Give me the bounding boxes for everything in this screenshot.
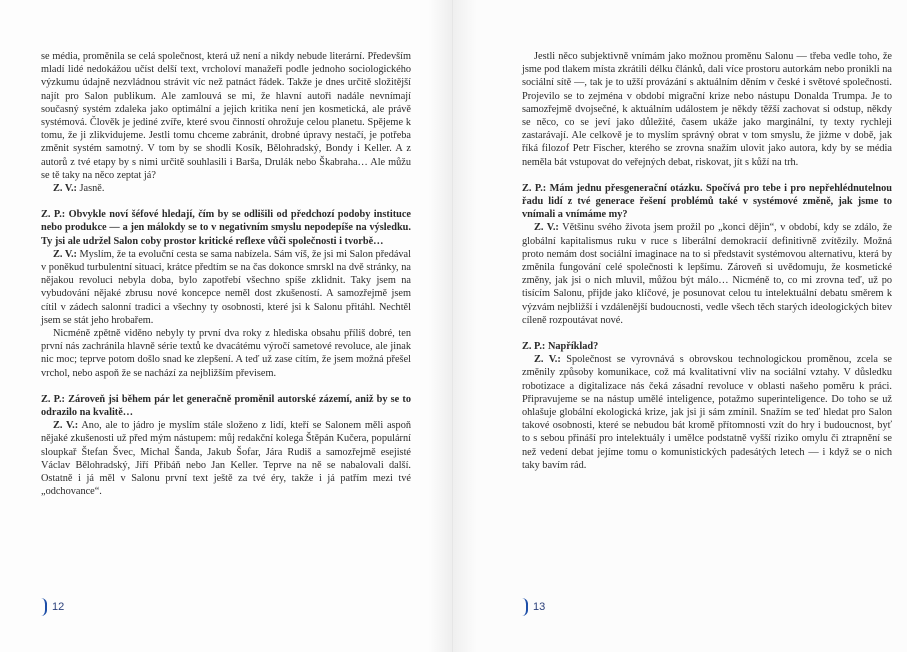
speaker-label: Z. V.: xyxy=(534,354,561,366)
answer-text: Většinu svého života jsem prožil po „konci dějin“, v období, kdy se zdálo, že globální kapitalismus ruku v ruce s liberální demokracií definitivně zvítězily. Možná proto nemám dost sociální imaginace na to si představit systémovou alternativu, která by změnila fungování celé společnosti k lepšímu. Zároveň si uvědomuju, že kosmetické změny, jak jsi o nich mluvil, můžou být málo… Nicméně to, co mi zrovna teď, už po tisícím Salonu, přijde jako klíčové, je posunovat celou tu intelektuální debatu směrem k výzvám nejbližší i vzdálenější budoucnosti, vedle všech těch starých ideologických bitev cíleně rozpoutávat nové. xyxy=(522,222,893,326)
speaker-label: Z. V.: xyxy=(53,183,77,195)
speaker-label: Z. V.: xyxy=(534,222,559,234)
answer-paragraph xyxy=(522,353,892,472)
answer-text: Myslím, že ta evoluční cesta se sama nabízela. Sám víš, že jsi mi Salon předával v poněkud turbulentní situaci, krátce předtím se na čas dokonce smrskl na dvě stránky, na nějakou revoluci nebyla doba, bylo zapotřebí všechno spíše zklidnit. Taky jsem na vybudování nějaké zbrusu nové koncepce neměl dost zkušeností. A samozřejmě jsem cítil v zádech salonní tradici a všechny ty osobnosti, které jsi k Salonu přitáhl. Nechtěl jsem se stát jeho hrobařem. xyxy=(41,248,411,326)
right-page xyxy=(453,0,907,652)
question-paragraph: Z. P.: Například? xyxy=(522,341,599,353)
question-paragraph: Z. P.: Obvykle noví šéfové hledají, čím by se odlišili od předchozí podoby instituce nebo produkce — a jen málokdy se to v negativním smyslu nepodepíše na výsledku. Ty jsi ale udržel Salon coby prostor kritické reflexe vůči společnosti i tvorbě… xyxy=(41,209,411,247)
page-number xyxy=(522,598,545,616)
paragraph: Nicméně zpětně viděno nebyly ty první dva roky z hlediska obsahu příliš dobré, ten první nás zachránila hlavně série textů ke dvacátému výročí sametové revoluce, ale jinak nic moc; teprve potom došlo snad ke zlepšení. A teď už zase cítím, že jsem možná přešel vrchol, nebo aspoň že se nachází za nejbližším převisem. xyxy=(41,328,411,379)
answer-paragraph xyxy=(41,419,411,498)
paragraph: Jestli něco subjektivně vnímám jako možnou proměnu Salonu — třeba vedle toho, že jsme pod tlakem místa zkrátili délku článků, dali více prostoru autorkám nebo pronikli na sociální sítě —, tak je to užší provázání s aktuálním děním v české i světové společnosti. Projevilo se to zejména v období migrační krize nebo nástupu Donalda Trumpa. Je to samozřejmě dvojsečné, k aktuálním událostem je někdy těžší zachovat si odstup, někdy se něco, co se jeví jako důležité, časem ukáže jako marginální, ty texty rychleji zastarávají. Ale celkově je to myslím správný obrat v tom smyslu, že jiżme v době, jak říká filozof Petr Fischer, kterého se zrovna snažím ulovit jako autora, kdy by se média neměla bát vstupovat do veřejných debat, riskovat, jít s kůží na trh. xyxy=(522,51,892,168)
answer-paragraph xyxy=(41,248,411,327)
gutter-shadow xyxy=(428,0,452,652)
page-number xyxy=(41,598,64,616)
page-number-text: 13 xyxy=(533,601,546,613)
question-paragraph: Z. P.: Zároveň jsi během pár let generačně proměnil autorské zázemí, aniž by se to odrazilo na kvalitě… xyxy=(41,393,411,419)
left-page-text xyxy=(41,50,411,499)
answer-text: Ano, ale to jádro je myslím stále složeno z lidí, kteří se Salonem měli aspoň nějaké zkušenosti už před mým nástupem: můj redakční kolega Štěpán Kučera, populární sloupkař Štefan Švec, Michal Šanda, Jakub Šofar, Jára Rudiš a samozřejmě esejisté Václav Bělohradský, Jiří Přibáň nebo Jan Keller. Teprve na ně se nabalovali další. Ostatně i já měl v Salonu první text ještě za tvé éry, takže i já patřím mezi tvé „odchovance“. xyxy=(41,420,412,498)
question-paragraph: Z. P.: Mám jednu přesgenerační otázku. Spočívá pro tebe i pro nepřehlédnutelnou řadu lidí z tvé generace řešení problémů také v systémové změně, jak jsme to vnímali a vnímáme my? xyxy=(522,182,892,221)
speaker-label: Z. V.: xyxy=(53,420,79,432)
paragraph: se média, proměnila se celá společnost, která už není a nikdy nebude literární. Především mladí lidé nedokážou učíst delší text, vrcholoví manažeři podle jednoho sociologického výzkumu údajně nezvládnou strávit víc než patnáct řádek. Takže je dnes určitě složitější najít pro Salon publikum. Ale zamlouvá se mi, že hlavní autoři nadále nevnímají současný systém zdaleka jako optimální a jejich kritika není jen kosmetická, ale právě systémová. Člověk je jediné zvíře, které svou činností ohrožuje celou planetu. Spějeme k tomu, že ji zlikvidujeme. Jestli tomu chceme zabránit, drobné úpravy nestačí, je potřeba změnit systém samotný. V tom by se shodli Kosík, Bělohradský, Bondy i Keller. A z autorů z tvé etapy by s nimi určitě souhlasili i Barša, Drulák nebo Škabraha… Ale můžu se tě taky na něco zeptat já? xyxy=(41,51,411,181)
left-page xyxy=(0,0,453,652)
gutter-shadow xyxy=(453,0,477,652)
bracket-icon xyxy=(522,598,528,616)
answer-paragraph xyxy=(41,182,411,195)
bracket-icon xyxy=(41,598,47,616)
answer-text: Společnost se vyrovnává s obrovskou technologickou proměnou, zcela se změnily způsoby komunikace, což má kvalitativní vliv na sociální vztahy. V důsledku robotizace a digitalizace nás čeká zásadní revoluce v oblasti našeho poměru k práci. Připravujeme se na nástup umělé inteligence, potažmo superinteligence. Do toho se už ohlašuje globální ekologická krize, jak jsi ji sám zmínil. Snažím se teď hledat pro Salon takové osobnosti, které se nebudou bát kromě přítomnosti vzít do hry i budoucnost, byť to s sebou přináší pro intelektuály i umělce podstatně vyšší riziko omylu či ztrapnění se než vedení debat jejíme tomu o komunistických padesátých letech — i když se o nich taky bavím rád. xyxy=(522,354,893,471)
answer-paragraph xyxy=(522,221,892,327)
right-page-text xyxy=(522,50,892,472)
page-number-text: 12 xyxy=(52,601,65,613)
speaker-label: Z. V.: xyxy=(53,248,77,260)
answer-text: Jasně. xyxy=(79,183,105,195)
